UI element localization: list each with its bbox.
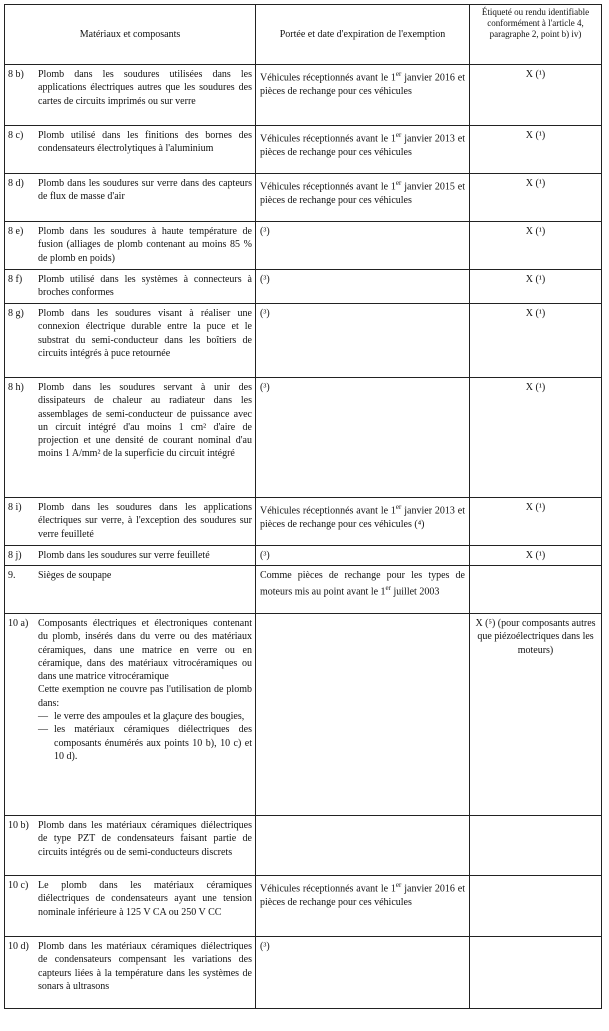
header-scope: Portée et date d'expiration de l'exemption [256,5,470,65]
material-text: Plomb dans les soudures sur verre feuilleté [38,550,210,561]
scope-cell [256,816,470,876]
label-cell: X (¹) [470,546,602,566]
material-text: Plomb dans les soudures servant à unir des dissipateurs de chaleur au radiateur dans les assemblages de semi-conducteur de puissance avec un circuit intégré d'au moins 1 cm² d'aire de projection et une densité de courant nominal d'au moins 1 A/mm² de la superficie du circuit intégré [38,382,252,460]
material-cell [5,222,256,270]
material-text: Plomb dans les soudures dans les applications électriques sur verre, à l'exception des soudures sur verre feuilleté [38,502,252,540]
material-cell [5,937,256,1009]
table-row [5,816,602,876]
table-row [5,498,602,546]
table-row [5,937,602,1009]
label-cell: X (⁵) (pour composants autres que piézoélectriques dans les moteurs) [470,614,602,816]
label-cell: X (¹) [470,65,602,126]
exemptions-table [4,4,602,1009]
scope-cell: Véhicules réceptionnés avant le 1er janvier 2016 et pièces de rechange pour ces véhicules [256,65,470,126]
row-ref: 10 b) [8,820,29,831]
label-cell: X (¹) [470,222,602,270]
material-text: Plomb dans les soudures à haute température de fusion (alliages de plomb contenant au moins 85 % de plomb en poids) [38,226,252,264]
row-ref: 8 c) [8,130,24,141]
scope-cell: Véhicules réceptionnés avant le 1er janvier 2013 et pièces de rechange pour ces véhicules [256,126,470,174]
material-text: Composants électriques et électroniques contenant du plomb, insérés dans du verre ou des matériaux céramiques, dans une matrice en verre ou en céramique, dans des matériaux vitrocéramiques ou dans une matrice vitrocéramique [38,618,252,683]
scope-cell: (³) [256,304,470,378]
material-text: Plomb dans les matériaux céramiques diélectriques de condensateurs compensant les variations des capteurs liées à la température dans les systèmes de sonars à ultrasons [38,941,252,992]
row-ref: 8 f) [8,274,23,285]
material-cell [5,270,256,304]
label-cell [470,566,602,614]
label-cell: X (¹) [470,304,602,378]
header-materials: Matériaux et composants [5,5,256,65]
table-row [5,270,602,304]
material-text: Plomb dans les soudures utilisées dans les applications électriques autres que les soudures des cartes de circuits imprimés ou sur verre [38,69,252,107]
row-ref: 8 g) [8,308,24,319]
row-ref: 9. [8,570,16,581]
scope-cell: (³) [256,546,470,566]
row-ref: 8 e) [8,226,24,237]
table-row [5,378,602,498]
row-ref: 8 j) [8,550,22,561]
material-text: Le plomb dans les matériaux céramiques diélectriques de condensateurs ayant une tension nominale inférieure à 125 V CA ou 250 V CC [38,880,252,918]
material-text: Plomb dans les soudures sur verre dans des capteurs de flux de masse d'air [38,178,252,203]
table-row [5,126,602,174]
label-cell [470,816,602,876]
scope-cell: (³) [256,937,470,1009]
material-cell [5,614,256,816]
material-text: Plomb utilisé dans les systèmes à connecteurs à broches conformes [38,274,252,299]
material-text: Plomb utilisé dans les finitions des bornes des condensateurs électrolytiques à l'aluminium [38,130,252,155]
table-row [5,304,602,378]
material-cell [5,546,256,566]
material-text: Plomb dans les matériaux céramiques diélectriques de type PZT de condensateurs faisant partie de circuits intégrés ou de semi-conducteurs discrets [38,820,252,858]
material-cell [5,65,256,126]
table-header-row [5,5,602,65]
row-ref: 8 d) [8,178,24,189]
material-cell [5,378,256,498]
row-ref: 8 i) [8,502,22,513]
row-ref: 10 a) [8,618,29,629]
scope-cell: Véhicules réceptionnés avant le 1er janvier 2015 et pièces de rechange pour ces véhicules [256,174,470,222]
label-cell: X (¹) [470,498,602,546]
table-row [5,65,602,126]
material-cell [5,304,256,378]
scope-cell: Comme pièces de rechange pour les types de moteurs mis au point avant le 1er juillet 2003 [256,566,470,614]
label-cell: X (¹) [470,174,602,222]
material-text: Sièges de soupape [38,570,112,581]
material-cell [5,816,256,876]
label-cell: X (¹) [470,270,602,304]
table-row [5,566,602,614]
material-cell [5,174,256,222]
label-cell [470,937,602,1009]
list-item: — les matériaux céramiques diélectriques des composants énumérés aux points 10 b), 10 c) et 10 d). [38,724,252,762]
material-note: Cette exemption ne couvre pas l'utilisation de plomb dans: [38,684,252,709]
header-label: Étiqueté ou rendu identifiable conformément à l'article 4, paragraphe 2, point b) iv) [470,5,602,65]
row-ref: 8 h) [8,382,24,393]
list-item: — le verre des ampoules et la glaçure des bougies, [38,711,245,723]
label-cell [470,876,602,937]
label-cell: X (¹) [470,126,602,174]
scope-cell: Véhicules réceptionnés avant le 1er janvier 2013 et pièces de rechange pour ces véhicules (⁴) [256,498,470,546]
table-row [5,876,602,937]
row-ref: 8 b) [8,69,24,80]
scope-cell: (³) [256,270,470,304]
material-cell [5,876,256,937]
material-text: Plomb dans les soudures visant à réaliser une connexion électrique durable entre la puce et le substrat du semi-conducteur dans les boîtiers de circuits intégrés à puce retournée [38,308,252,359]
scope-cell [256,614,470,816]
table-row [5,174,602,222]
scope-cell: (³) [256,378,470,498]
scope-cell: (³) [256,222,470,270]
table-row [5,222,602,270]
material-cell [5,126,256,174]
material-exceptions-list [38,710,252,763]
row-ref: 10 c) [8,880,29,891]
material-cell [5,566,256,614]
table-row [5,546,602,566]
table-row [5,614,602,816]
row-ref: 10 d) [8,941,29,952]
scope-cell: Véhicules réceptionnés avant le 1er janvier 2016 et pièces de rechange pour ces véhicules [256,876,470,937]
label-cell: X (¹) [470,378,602,498]
material-cell [5,498,256,546]
